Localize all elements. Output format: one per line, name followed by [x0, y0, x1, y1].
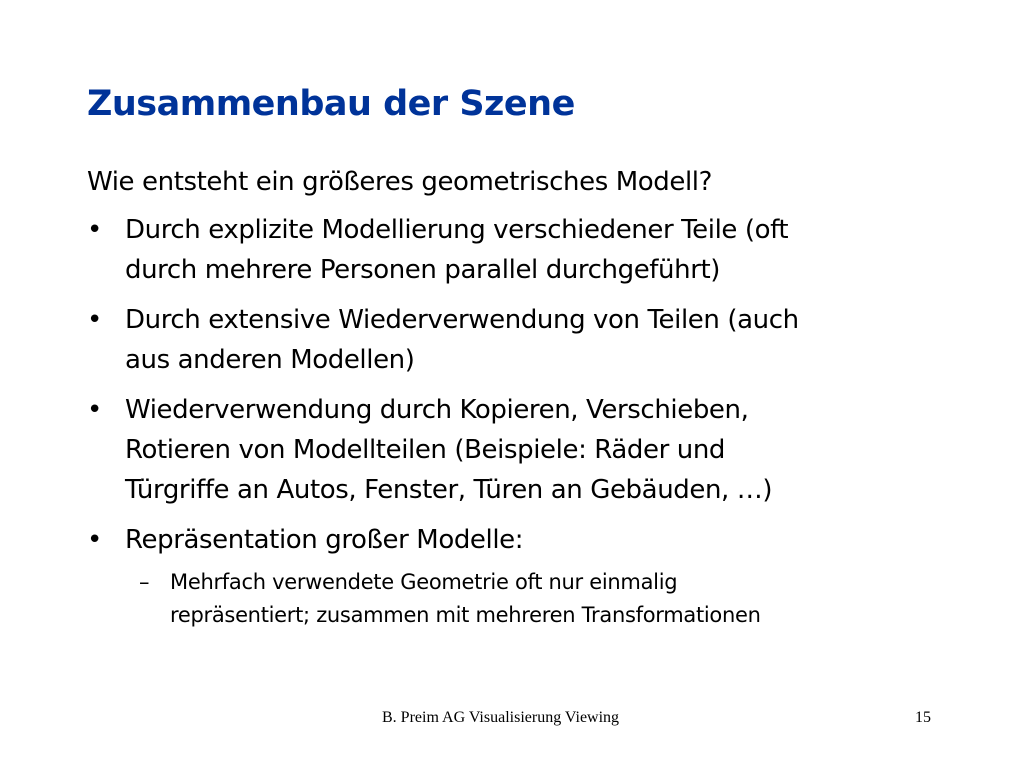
bullet-line: aus anderen Modellen) — [125, 345, 415, 375]
intro-question: Wie entsteht ein größeres geometrisches Modell? — [87, 167, 713, 197]
bullet-line: Türgriffe an Autos, Fenster, Türen an Gebäuden, …) — [125, 475, 773, 505]
bullet-marker: • — [87, 395, 102, 425]
page-number: 15 — [915, 709, 931, 726]
bullet-line: Repräsentation großer Modelle: — [125, 525, 524, 555]
bullet-item — [87, 300, 947, 380]
slide-body — [87, 162, 947, 632]
sub-bullet-line: repräsentiert; zusammen mit mehreren Transformationen — [170, 603, 761, 627]
bullet-line: Durch extensive Wiederverwendung von Teilen (auch — [125, 305, 799, 335]
slide-title: Zusammenbau der Szene — [87, 84, 575, 124]
sub-bullet-item — [87, 566, 947, 632]
bullet-line: Durch explizite Modellierung verschiedener Teile (oft — [125, 215, 789, 245]
footer-text: B. Preim AG Visualisierung Viewing — [382, 709, 620, 726]
bullet-line: Wiederverwendung durch Kopieren, Verschieben, — [125, 395, 749, 425]
bullet-item — [87, 520, 947, 560]
bullet-marker: • — [87, 525, 102, 555]
bullet-item — [87, 210, 947, 290]
bullet-line: durch mehrere Personen parallel durchgeführt) — [125, 255, 721, 285]
sub-bullet-marker: – — [139, 570, 150, 594]
bullet-line: Rotieren von Modellteilen (Beispiele: Räder und — [125, 435, 726, 465]
bullet-marker: • — [87, 305, 102, 335]
bullet-item — [87, 390, 947, 510]
sub-bullet-line: Mehrfach verwendete Geometrie oft nur einmalig — [170, 570, 678, 594]
bullet-marker: • — [87, 215, 102, 245]
